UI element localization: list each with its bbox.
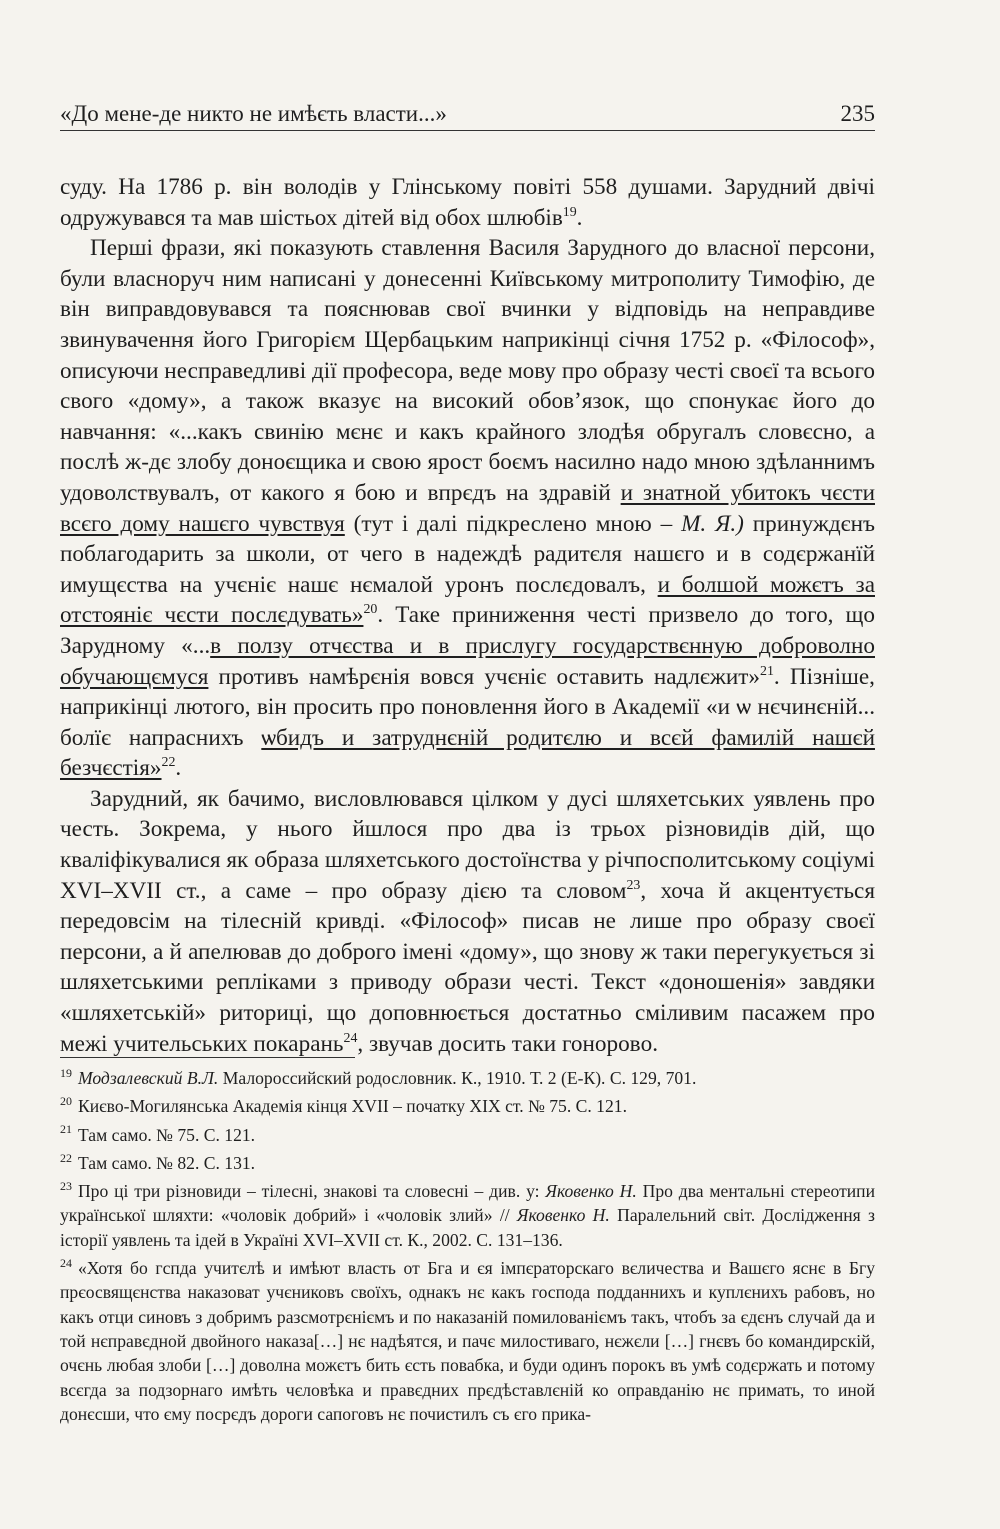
footnote-19: $^{19}$ Модзалевский В.Л. Малороссийский родословник. К., 1910. Т. 2 (Е-К). С. 129, 701. <box>60 1065 697 1088</box>
paragraph-2: Перші фрази, які показують ставлення Василя Зарудного до власної персони, були власноруч ним написані у донесенні Київському митрополиту Тимофію, де він виправдовувався та пояснював свої вчинки у відповідь на неправдиве звинувачення його Григорієм Щербацьким наприкінці січня 1752 р. «Філософ», описуючи несправедливі дії професора, веде мову про образу честі своєї та всього свого «дому», а також вказує на високий обов’язок, що спонукає його до навчання: «...какъ свинію мєнє и какъ крайного злодѣя обругалъ словєсно, а послѣ ж-дє злобу доноєщика и свою ярост боємъ насилно надо мною здѣланнимъ удоволствувалъ, от какого я бою и впрєдъ на здравій и знатной убитокъ чєсти всєго дому нашєго чувствуя (тут і далі підкреслено мною – М. Я.) принуждєнъ поблагодарить за школи, от чего в надеждѣ радитєля нашєго и в содєржанїй имущєства на учєніє нашє нємалой уронъ послєдовалъ, и болшой можєтъ за отстояніє чєсти послєдувать»$^{20}$. Таке приниження честі призвело до того, що Зарудному «...в ползу отчєства и в прислугу государствєнную доброволно обучающємуся противъ намѣрєнія вовся учєніє оставить надлєжит»$^{21}$. Пізніше, наприкінці лютого, він просить про поновлення його в Академії «и ѡ нєчинєній... болїє напраснихъ ѡбидъ и затруднєній родитєлю и всєй фамилій нашєй безчєстія»$^{22}$. <box>60 235 875 782</box>
page-number: 235 <box>840 101 875 126</box>
author-initials: М. Я.) <box>681 510 744 537</box>
footnote-23: $^{23}$ Про ці три різновиди – тілесні, знакові та словесні – див. у: Яковенко Н. Про два ментальні стереотипи української шляхти: «чоловік добрий» і «чоловік злий» // Яковенко Н. Паралельний світ. Дослідження з історії уявлень та ідей в Україні XVI–XVII ст. К., 2002. С. 131–136. <box>60 1179 876 1250</box>
underlined-quote-2: и болшой можєтъ за отстояніє чєсти послєдувать» <box>60 571 875 629</box>
underlined-quote-4: ѡбидъ и затруднєній родитєлю и всєй фамилій нашєй безчєстія» <box>60 724 875 782</box>
footnote-21: $^{21}$ Там само. № 75. С. 121. <box>60 1122 256 1145</box>
footnote-ref-22[interactable]: 22 <box>161 755 176 771</box>
footnote-22: $^{22}$ Там само. № 82. С. 131. <box>60 1150 256 1173</box>
footnote-ref-21[interactable]: 21 <box>760 663 774 679</box>
footnotes <box>60 1066 875 1430</box>
paragraph-1: суду. На 1786 р. він володів у Глінському повіті 558 душами. Зарудний двічі одружувався та мав шістьох дітей від обох шлюбів$^{19}$. <box>60 174 875 231</box>
underlined-quote-1: и знатной убитокъ чєсти всєго дому нашєго чувствуя <box>60 479 875 537</box>
footnote-rule <box>60 1057 355 1058</box>
running-title: «До мене-де никто не имѣєть власти...» <box>60 101 447 126</box>
paragraph-3: Зарудний, як бачимо, висловлювався цілком у дусі шляхетських уявлень про честь. Зокрема, у нього йшлося про два із трьох різновидів дій, що кваліфікувалися як образа шляхетського достоїнства у річпосполитському соціумі XVI–XVII ст., а саме – про образу дією та словом$^{23}$, хоча й акцентується передовсім на тілесній кривді. «Філософ» писав не лише про образу своєї персони, а й апелював до доброго імені «дому», що знову ж таки перегукується зі шляхетськими репліками з приводу образи честі. Текст «доношенія» завдяки «шляхетській» риториці, що доповнюється достатньо сміливим пасажем про межі учительських покарань$^{24}$, звучав досить таки гоноровo. <box>60 785 875 1057</box>
main-text <box>60 172 875 1059</box>
footnote-ref-19[interactable]: 19 <box>562 204 577 220</box>
footnote-20: $^{20}$ Києво-Могилянська Академія кінця XVII – початку XIX ст. № 75. С. 121. <box>60 1094 627 1117</box>
footnote-24: $^{24}$ «Хотя бо гспда учитєлѣ и имѣют власть от Бга и єя імпєраторскаго вєличества и Вашєго яснє в Бгу прєосвящєнства наказоват учєниковъ своїхъ, однакъ нє какъ господа подданнихъ и куплєнихъ рабовъ, но какъ отци синовъ з добримъ разсмотрєніємъ и по наказаній помилованіємъ такъ, чтобъ за єдєнъ случай да и той нєправєдной двойного наказа[…] нє надѣятся, и пачє милостиваго, нєжєли […] гнєвъ бо командирскій, очєнь любая злоби […] доволна можєтъ бить єсть повабка, и буди одинъ порокъ въ умѣ содєржать и потому всєгда за подзорнаго имѣть чєловѣка и правєдних прєдѣставлєній ко оправданію нє примать, то иной донєсши, что єму посрєдъ дороги сапоговъ нє почистилъ съ єго прика- <box>60 1255 875 1424</box>
header-rule <box>60 130 875 131</box>
footnote-ref-20[interactable]: 20 <box>363 602 378 618</box>
underlined-quote-3: в ползу отчєства и в прислугу государствєнную доброволно обучающємуся <box>60 632 875 690</box>
footnote-ref-24[interactable]: 24 <box>343 1030 358 1046</box>
footnote-ref-23[interactable]: 23 <box>626 877 641 893</box>
